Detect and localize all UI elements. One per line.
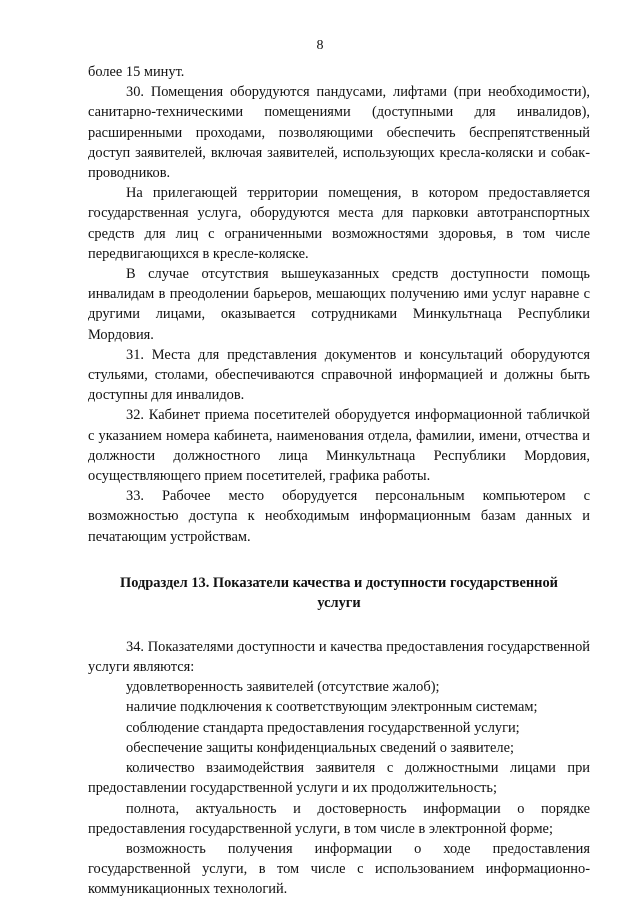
paragraph: более 15 минут. (88, 64, 185, 80)
section-heading-line2: услуги (317, 594, 361, 611)
paragraph: наличие подключения к соответствующим электронным системам; (126, 699, 538, 716)
paragraph: полнота, актуальность и достоверность информации о порядке предоставления государственной услуги, в том числе в электронной форме; (88, 800, 590, 837)
paragraph: 34. Показателями доступности и качества предоставления государственной услуги являются: (88, 638, 590, 676)
paragraph: соблюдение стандарта предоставления государственной услуги; (126, 719, 520, 736)
paragraph: возможность получения информации о ходе предоставления государственной услуги, в том числе с использованием информационно-коммуникационных технологий. (88, 840, 590, 898)
section-heading-line1: Подраздел 13. Показатели качества и доступности государственной (120, 574, 558, 591)
paragraph: 31. Места для представления документов и консультаций оборудуются стульями, столами, обеспечиваются справочной информацией и должны быть доступны для инвалидов. (88, 346, 590, 404)
paragraph: удовлетворенность заявителей (отсутствие жалоб); (126, 679, 440, 696)
paragraph: На прилегающей территории помещения, в котором предоставляется государственная услуга, оборудуются места для парковки автотранспортных средств для лиц с ограниченными возможностями здоровья, в том числе передвигающихся в кресле-коляске. (88, 185, 590, 262)
paragraph: количество взаимодействия заявителя с должностными лицами при предоставлении государственной услуги и их продолжительность; (88, 760, 590, 797)
paragraph: обеспечение защиты конфиденциальных сведений о заявителе; (126, 739, 514, 756)
paragraph: 33. Рабочее место оборудуется персональным компьютером с возможностью доступа к необходимым информационным базам данных и печатающим устройствам. (88, 488, 590, 545)
page-number: 8 (316, 38, 324, 53)
section-heading (88, 573, 590, 613)
paragraph: 30. Помещения оборудуются пандусами, лифтами (при необходимости), санитарно-техническими помещениями (доступными для инвалидов), расширенными проходами, позволяющими обеспечить беспрепятственный доступ заявителей, включая заявителей, использующих кресла-коляски и собак-проводников. (88, 84, 590, 182)
paragraph: В случае отсутствия вышеуказанных средств доступности помощь инвалидам в преодолении барьеров, мешающих получению ими услуг наравне с другими лицами, оказывается сотрудниками Минкультнаца Республики Мордовия. (88, 266, 590, 343)
top-paragraphs (88, 62, 590, 547)
bottom-paragraphs (88, 637, 590, 900)
document-body (88, 62, 590, 900)
paragraph: 32. Кабинет приема посетителей оборудуется информационной табличкой с указанием номера кабинета, наименования отдела, фамилии, имени, отчества и должности должностного лица Минкультнаца Республики Мордовия, осуществляющего прием посетителей, графика работы. (88, 407, 590, 485)
